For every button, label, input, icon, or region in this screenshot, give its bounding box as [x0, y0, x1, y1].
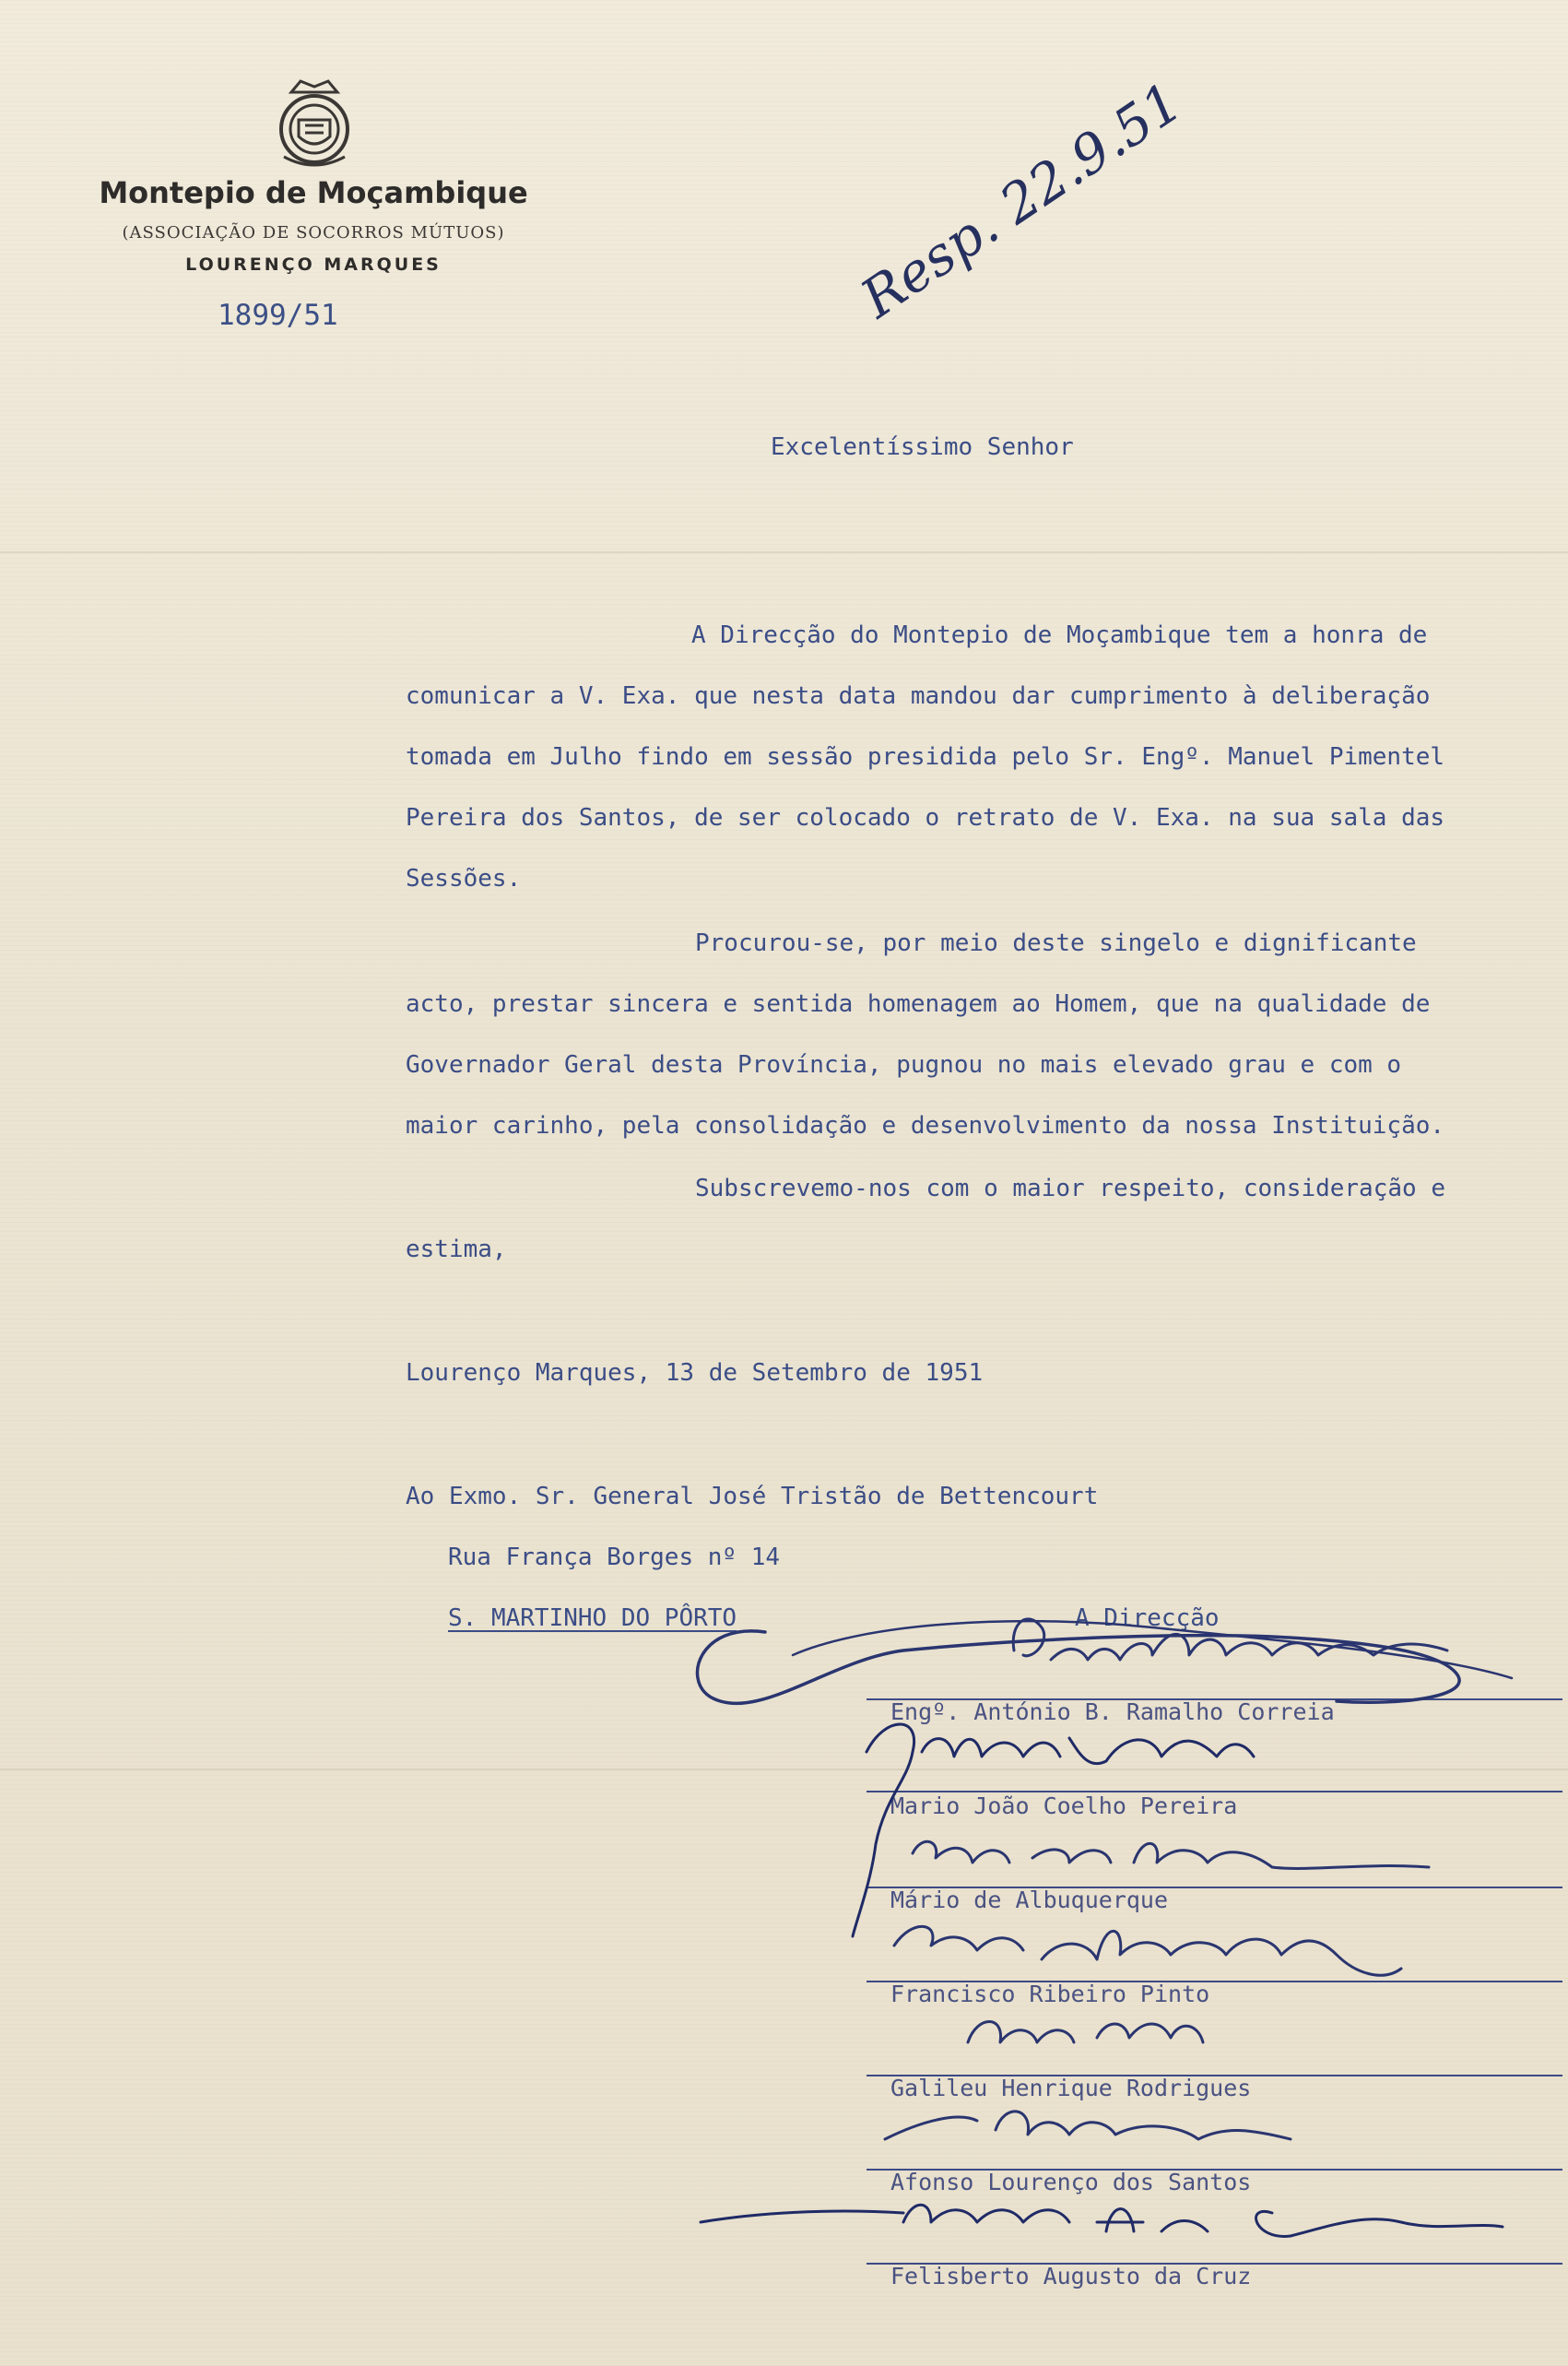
paper-fold-line: [0, 551, 1568, 553]
body-line: A Direcção do Montepio de Moçambique tem a honra de: [691, 621, 1428, 649]
crest-icon: [264, 74, 365, 175]
signature-albuquerque: [913, 1841, 1429, 1868]
paper-fold-line: [0, 1769, 1568, 1770]
salutation: Excelentíssimo Senhor: [771, 433, 1074, 461]
signatory-name: Afonso Lourenço dos Santos: [890, 2169, 1252, 2195]
body-line: Pereira dos Santos, de ser colocado o retrato de V. Exa. na sua sala das: [406, 804, 1445, 832]
body-line: Procurou-se, por meio deste singelo e dignificante: [695, 929, 1417, 957]
addressee-line: S. MARTINHO DO PÔRTO: [448, 1604, 737, 1632]
body-line: Sessões.: [406, 865, 522, 893]
signatures-header: A Direcção: [1075, 1604, 1220, 1632]
body-line: comunicar a V. Exa. que nesta data mandou dar cumprimento à deliberação: [406, 682, 1431, 710]
body-line: Governador Geral desta Província, pugnou no mais elevado grau e com o: [406, 1051, 1402, 1079]
handwritten-note: Resp. 22.9.51: [849, 70, 1194, 330]
body-line: maior carinho, pela consolidação e desenvolvimento da nossa Instituição.: [406, 1112, 1445, 1140]
reference-number: 1899/51: [218, 299, 338, 332]
organization-title: Montepio de Moçambique: [99, 175, 528, 210]
body-line: Subscrevemo-nos com o maior respeito, consideração e: [695, 1175, 1445, 1202]
body-line: estima,: [406, 1236, 507, 1263]
body-line: tomada em Julho findo em sessão presidida pelo Sr. Engº. Manuel Pimentel: [406, 743, 1445, 771]
organization-city: LOURENÇO MARQUES: [185, 254, 442, 275]
signature-galileu-rodrigues: [968, 2022, 1203, 2043]
signatory-name: Mário de Albuquerque: [890, 1887, 1169, 1913]
body-line: acto, prestar sincera e sentida homenagem ao Homem, que na qualidade de: [406, 990, 1431, 1018]
organization-subtitle: (ASSOCIAÇÃO DE SOCORROS MÚTUOS): [122, 223, 505, 243]
signatory-name: Galileu Henrique Rodrigues: [890, 2075, 1252, 2101]
date-line: Lourenço Marques, 13 de Setembro de 1951: [406, 1359, 984, 1387]
signatory-name: Mario João Coelho Pereira: [890, 1792, 1238, 1819]
signature-lourenco-santos: [885, 2112, 1291, 2139]
signature-ribeiro-pinto: [894, 1926, 1401, 1975]
signature-flourish: [698, 1631, 1460, 1704]
addressee-line: Rua França Borges nº 14: [448, 1544, 781, 1571]
signatory-name: Engº. António B. Ramalho Correia: [890, 1698, 1335, 1725]
signatory-name: Felisberto Augusto da Cruz: [890, 2263, 1252, 2289]
signatory-name: Francisco Ribeiro Pinto: [890, 1981, 1210, 2007]
addressee-line: Ao Exmo. Sr. General José Tristão de Bettencourt: [406, 1483, 1099, 1510]
signature-augusto-cruz: [701, 2205, 1503, 2236]
